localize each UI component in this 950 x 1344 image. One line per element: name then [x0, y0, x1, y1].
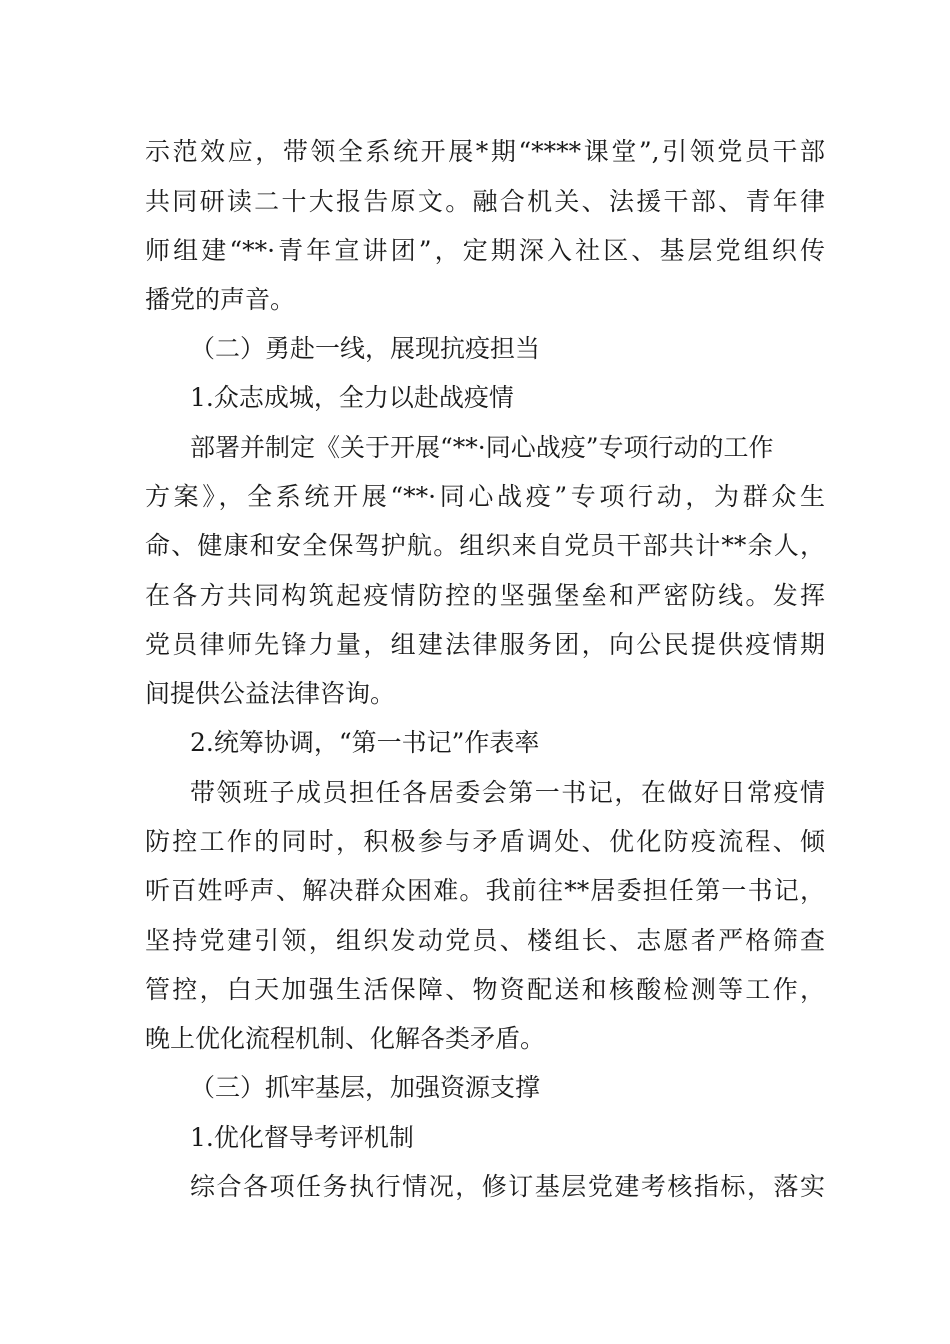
body-text-line: 带领班子成员担任各居委会第一书记，在做好日常疫情: [190, 778, 825, 807]
body-text-line: 师组建“**·青年宣讲团”，定期深入社区、基层党组织传: [145, 236, 825, 265]
body-text-line: 听百姓呼声、解决群众困难。我前往**居委担任第一书记，: [145, 876, 825, 905]
body-text-line: 共同研读二十大报告原文。融合机关、法援干部、青年律: [145, 187, 825, 216]
body-text-line: 部署并制定《关于开展“**·同心战疫”专项行动的工作: [190, 433, 774, 462]
body-text-line: 党员律师先锋力量，组建法律服务团，向公民提供疫情期: [145, 630, 825, 659]
subsection-heading: 1.优化督导考评机制: [190, 1123, 414, 1152]
body-text-line: 方案》，全系统开展“**·同心战疫”专项行动，为群众生: [145, 482, 825, 511]
body-text-line: 综合各项任务执行情况，修订基层党建考核指标，落实: [190, 1172, 825, 1201]
section-heading: （三）抓牢基层，加强资源支撑: [190, 1073, 541, 1102]
body-text-line: 命、健康和安全保驾护航。组织来自党员干部共计**余人，: [145, 531, 825, 560]
body-text-line: 管控，白天加强生活保障、物资配送和核酸检测等工作，: [145, 975, 825, 1004]
body-text-line: 示范效应，带领全系统开展*期“****课堂”,引领党员干部: [145, 137, 825, 166]
subsection-heading: 2.统筹协调，“第一书记”作表率: [190, 728, 540, 757]
body-text-line: 坚持党建引领，组织发动党员、楼组长、志愿者严格筛查: [145, 926, 825, 955]
body-text-line: 在各方共同构筑起疫情防控的坚强堡垒和严密防线。发挥: [145, 581, 825, 610]
body-text-line: 间提供公益法律咨询。: [145, 679, 396, 708]
subsection-heading: 1.众志成城，全力以赴战疫情: [190, 383, 514, 412]
section-heading: （二）勇赴一线，展现抗疫担当: [190, 334, 541, 363]
body-text-line: 晚上优化流程机制、化解各类矛盾。: [145, 1024, 546, 1053]
body-text-line: 播党的声音。: [145, 285, 296, 314]
body-text-line: 防控工作的同时，积极参与矛盾调处、优化防疫流程、倾: [145, 827, 825, 856]
